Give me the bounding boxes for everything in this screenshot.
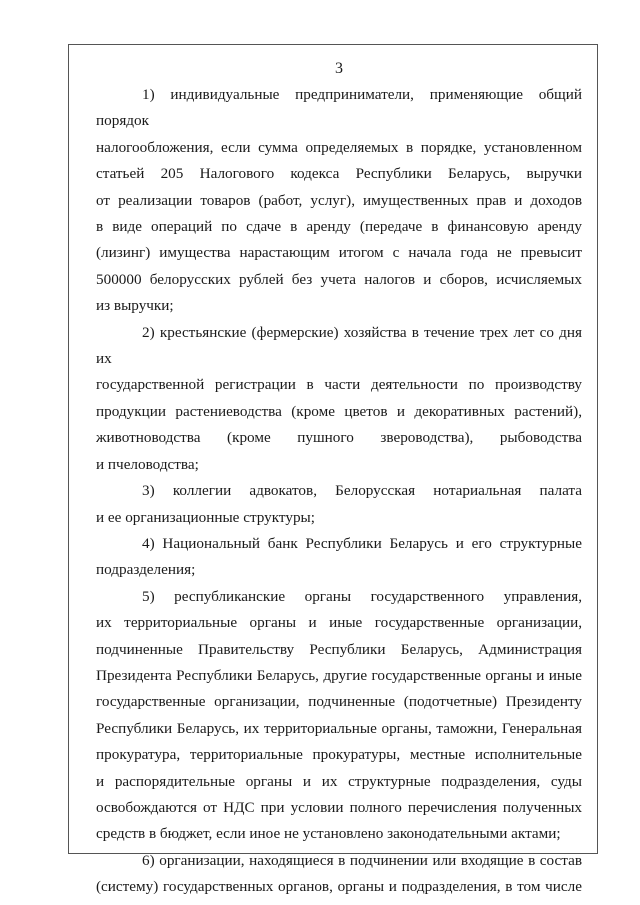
text-line: животноводства (кроме пушного звероводства), рыбоводства	[96, 429, 582, 447]
page-number: 3	[335, 60, 343, 77]
text-line: от реализации товаров (работ, услуг), имущественных прав и доходов	[96, 191, 582, 209]
text-line: продукции растениеводства (кроме цветов и декоративных растений),	[96, 402, 582, 420]
text-line: (лизинг) имущества нарастающим итогом с начала года не превысит	[96, 244, 582, 262]
text-line: 1) индивидуальные предприниматели, применяющие общий порядок	[96, 86, 582, 130]
text-line: статьей 205 Налогового кодекса Республики Беларусь, выручки	[96, 165, 582, 183]
text-line: 6) организации, находящиеся в подчинении или входящие в состав	[142, 851, 582, 869]
list-item-paragraph	[96, 478, 582, 531]
text-line: прокуратура, территориальные прокуратуры, местные исполнительные	[96, 746, 582, 764]
text-line: и пчеловодства;	[96, 455, 199, 473]
text-line: государственной регистрации в части деятельности по производству	[96, 376, 582, 394]
paragraph-list	[96, 82, 582, 901]
list-item-paragraph	[96, 848, 582, 901]
list-item-paragraph	[96, 320, 582, 478]
text-line: в виде операций по сдаче в аренду (передаче в финансовую аренду	[96, 218, 582, 236]
text-line: 5) республиканские органы государственного управления,	[142, 587, 582, 605]
text-line: Президента Республики Беларусь, другие государственные органы и иные	[96, 666, 582, 684]
text-line: подразделения;	[96, 561, 196, 579]
text-line: средств в бюджет, если иное не установлено законодательными актами;	[96, 825, 561, 843]
text-line: освобождаются от НДС при условии полного перечисления полученных	[96, 798, 582, 816]
text-line: 500000 белорусских рублей без учета налогов и сборов, исчисляемых	[96, 270, 582, 288]
text-line: (систему) государственных органов, органы и подразделения, в том числе	[96, 878, 582, 896]
text-line: их территориальные органы и иные государственные организации,	[96, 614, 582, 632]
list-item-paragraph	[96, 584, 582, 848]
text-line: 2) крестьянские (фермерские) хозяйства в течение трех лет со дня их	[96, 323, 582, 368]
text-line: и распорядительные органы и их структурные подразделения, суды	[96, 772, 582, 790]
text-line: Республики Беларусь, их территориальные органы, таможни, Генеральная	[96, 719, 582, 737]
text-line: государственные организации, подчиненные (подотчетные) Президенту	[96, 693, 582, 711]
document-body	[96, 58, 582, 901]
text-line: 3) коллегии адвокатов, Белорусская нотариальная палата	[142, 482, 582, 500]
text-line: налогообложения, если сумма определяемых в порядке, установленном	[96, 138, 582, 156]
list-item-paragraph	[96, 82, 582, 320]
list-item-paragraph	[96, 531, 582, 584]
text-line: и ее организационные структуры;	[96, 508, 315, 526]
text-line: подчиненные Правительству Республики Беларусь, Администрация	[96, 640, 582, 658]
text-line: 4) Национальный банк Республики Беларусь и его структурные	[142, 534, 582, 552]
text-line: из выручки;	[96, 297, 174, 315]
